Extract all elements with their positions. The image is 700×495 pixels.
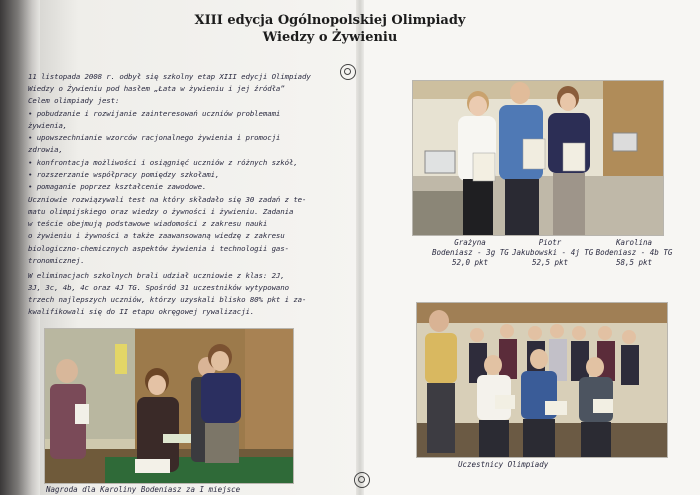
note-line: w teście obejmują podstawowe wiadomości z zakresu nauki	[28, 219, 268, 228]
note-line: 11 listopada 2008 r. odbył się szkolny etap XIII edycji Olimpiady	[28, 72, 311, 81]
page-gutter	[356, 0, 364, 495]
participants-caption: Uczestnicy Olimpiady	[458, 460, 549, 469]
award-photo	[44, 328, 294, 484]
note-line: W eliminacjach szkolnych brali udział uczniowie z klas: 2J,	[28, 271, 285, 280]
winner-class: Bodeniasz - 4b TG	[595, 248, 673, 257]
note-line: matu olimpijskiego oraz wiedzy o żywności i żywieniu. Zadania	[28, 207, 294, 216]
winner-name: Grażyna	[454, 238, 486, 247]
winner-caption-2	[512, 238, 594, 268]
award-caption: Nagroda dla Karoliny Bodeniasz za I miejsce	[46, 485, 241, 494]
winner-class: Jakubowski - 4j TG	[512, 248, 594, 257]
note-line: biologiczno-chemicznych aspektów żywienia i technologii gas-	[28, 244, 289, 253]
note-line: kwalifikowali się do II etapu okręgowej rywalizacji.	[28, 307, 255, 316]
note-line: Wiedzy o Żywieniu pod hasłem „Łata w żywieniu i jej źródła”	[28, 84, 285, 93]
handwritten-notes	[28, 72, 348, 320]
title-line-2: Wiedzy o Żywieniu	[262, 30, 398, 45]
note-line: • pomaganie poprzez kształcenie zawodowe.	[28, 182, 207, 191]
title-line-1: XIII edycja Ogólnopolskiej Olimpiady	[194, 13, 466, 28]
note-line: • pobudzanie i rozwijanie zainteresowań uczniów problemami	[28, 109, 281, 118]
winner-score: 52,5 pkt	[531, 258, 569, 267]
note-line: trzech najlepszych uczniów, którzy uzyskali blisko 80% pkt i za-	[28, 295, 307, 304]
note-line: • konfrontacja możliwości i osiągnięć uczniów z różnych szkół,	[28, 158, 298, 167]
winner-caption-1	[432, 238, 508, 268]
note-line: Uczniowie rozwiązywali test na który składało się 30 zadań z te-	[28, 195, 307, 204]
page-title	[180, 12, 480, 46]
note-line: Celem olimpiady jest:	[28, 96, 120, 105]
note-line: 3J, 3c, 4b, 4c oraz 4J TG. Spośród 31 uczestników wytypowano	[28, 283, 289, 292]
note-line: • rozszerzanie współpracy pomiędzy szkołami,	[28, 170, 220, 179]
participants-photo	[416, 302, 668, 458]
winner-name: Karolina	[615, 238, 653, 247]
winners-photo	[412, 80, 664, 236]
winner-score: 52,0 pkt	[451, 258, 489, 267]
winner-caption-3	[594, 238, 674, 268]
winner-score: 58,5 pkt	[615, 258, 653, 267]
note-line: o żywieniu i żywności a także zaawansowaną wiedzę z zakresu	[28, 231, 285, 240]
winner-name: Piotr	[538, 238, 562, 247]
note-line: zdrowia,	[28, 145, 63, 154]
note-line: • upowszechnianie wzorców racjonalnego żywienia i promocji	[28, 133, 281, 142]
swirl-ornament-bottom	[354, 472, 370, 488]
note-line: tronomicznej.	[28, 256, 85, 265]
winner-class: Bodeniasz - 3g TG	[432, 248, 509, 257]
note-line: żywienia,	[28, 121, 68, 130]
